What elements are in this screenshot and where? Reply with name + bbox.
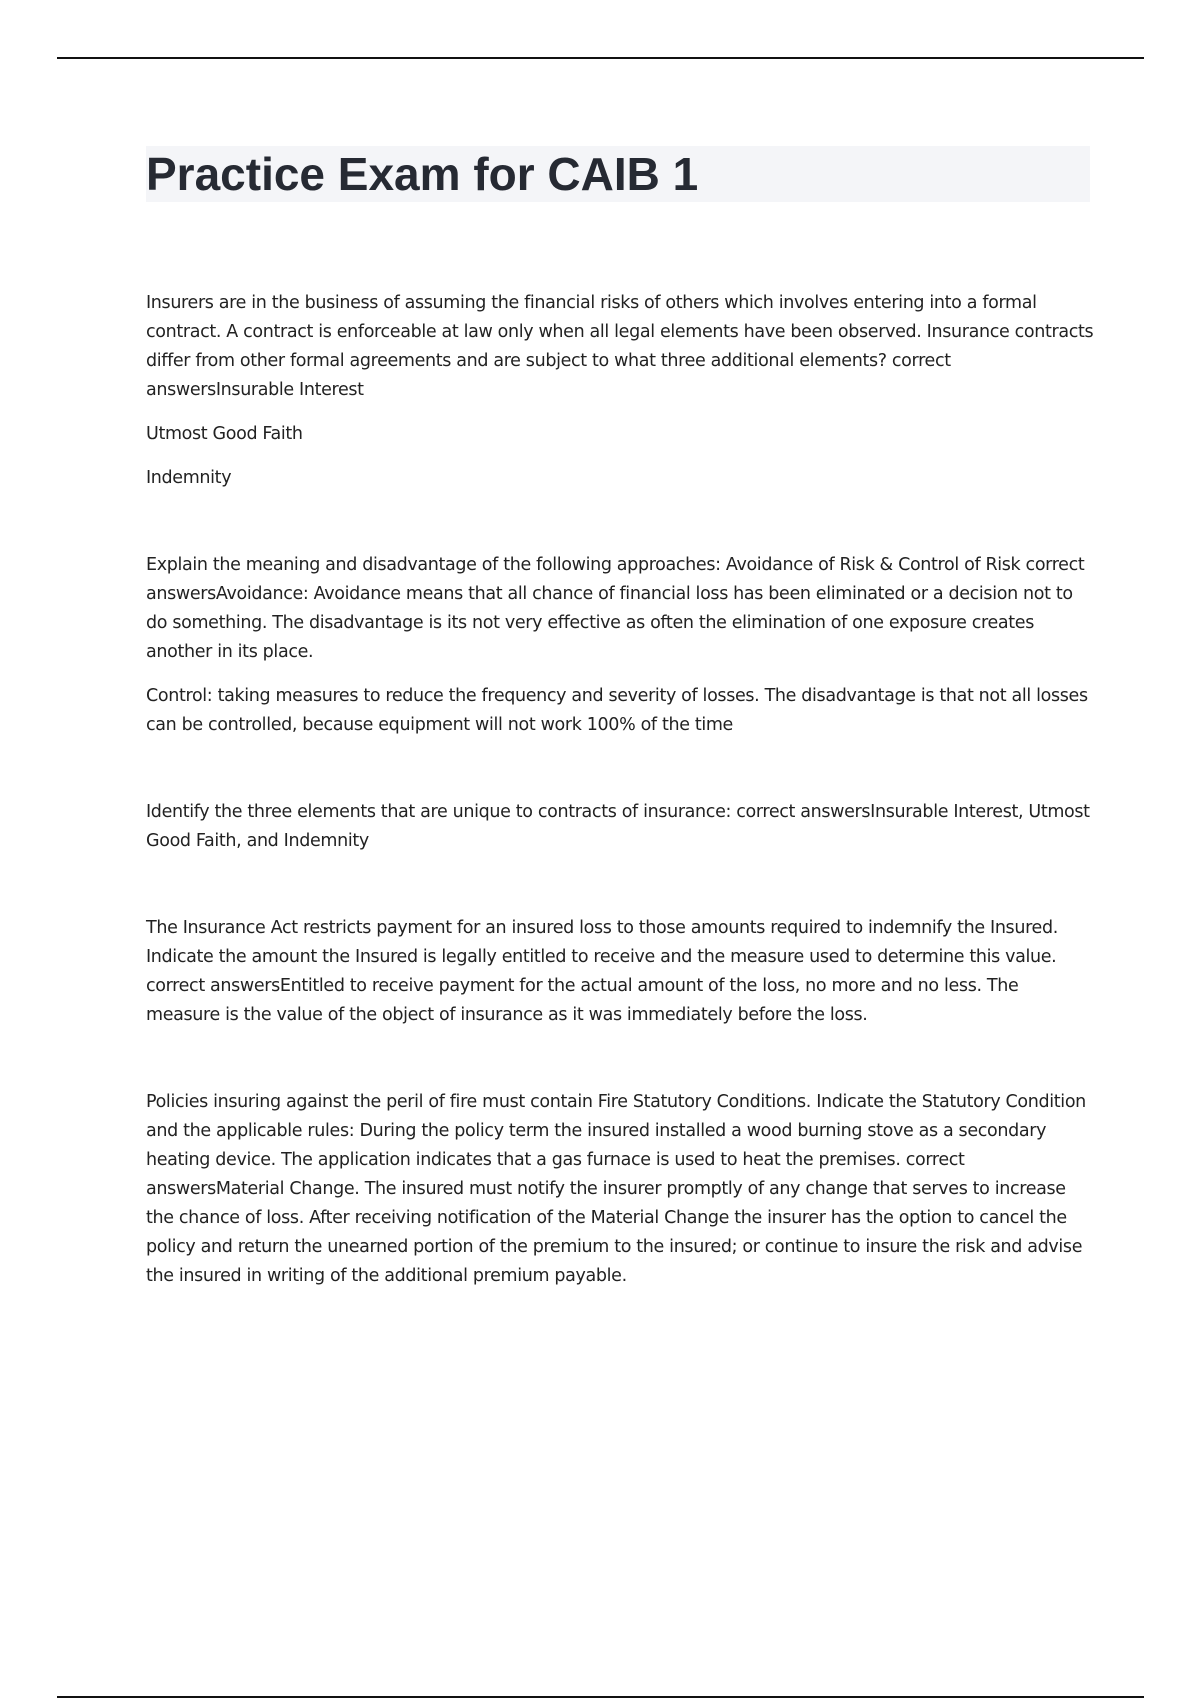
- qa-item-5: [146, 1088, 1094, 1291]
- qa-paragraph: Identify the three elements that are unique to contracts of insurance: correct answersInsurable Interest, Utmost Good Faith, and Indemnity: [146, 802, 1090, 851]
- qa-item-1: [146, 289, 1094, 493]
- qa-item-3: [146, 798, 1094, 856]
- qa-paragraph: Policies insuring against the peril of fire must contain Fire Statutory Conditions. Indicate the Statutory Condition and the applicable rules: During the policy term the insured installed a wood burning stove as a secondary heating device. The application indicates that a gas furnace is used to heat the premises. correct answersMaterial Change. The insured must notify the insurer promptly of any change that serves to increase the chance of loss. After receiving notification of the Material Change the insurer has the option to cancel the policy and return the unearned portion of the premium to the insured; or continue to insure the risk and advise the insured in writing of the additional premium payable.: [146, 1092, 1086, 1286]
- qa-paragraph: Insurers are in the business of assuming the financial risks of others which involves entering into a formal contract. A contract is enforceable at law only when all legal elements have been observed. Insurance contracts differ from other formal agreements and are subject to what three additional elements? correct answersInsurable Interest: [146, 293, 1094, 400]
- qa-item-2: [146, 551, 1094, 740]
- qa-paragraph: Indemnity: [146, 468, 232, 488]
- document-body: [146, 289, 1094, 1349]
- bottom-divider: [57, 1696, 1144, 1698]
- qa-item-4: [146, 914, 1094, 1030]
- top-divider: [57, 57, 1144, 59]
- qa-paragraph: The Insurance Act restricts payment for an insured loss to those amounts required to indemnify the Insured. Indicate the amount the Insured is legally entitled to receive and the measure used to determine this value. correct answersEntitled to receive payment for the actual amount of the loss, no more and no less. The measure is the value of the object of insurance as it was immediately before the loss.: [146, 918, 1058, 1025]
- page-title: Practice Exam for CAIB 1: [146, 148, 699, 200]
- qa-paragraph: Explain the meaning and disadvantage of the following approaches: Avoidance of Risk & Control of Risk correct answersAvoidance: Avoidance means that all chance of financial loss has been eliminated or a decision not to do something. The disadvantage is its not very effective as often the elimination of one exposure creates another in its place.: [146, 555, 1085, 662]
- qa-paragraph: Utmost Good Faith: [146, 424, 303, 444]
- qa-paragraph: Control: taking measures to reduce the frequency and severity of losses. The disadvantage is that not all losses can be controlled, because equipment will not work 100% of the time: [146, 686, 1088, 735]
